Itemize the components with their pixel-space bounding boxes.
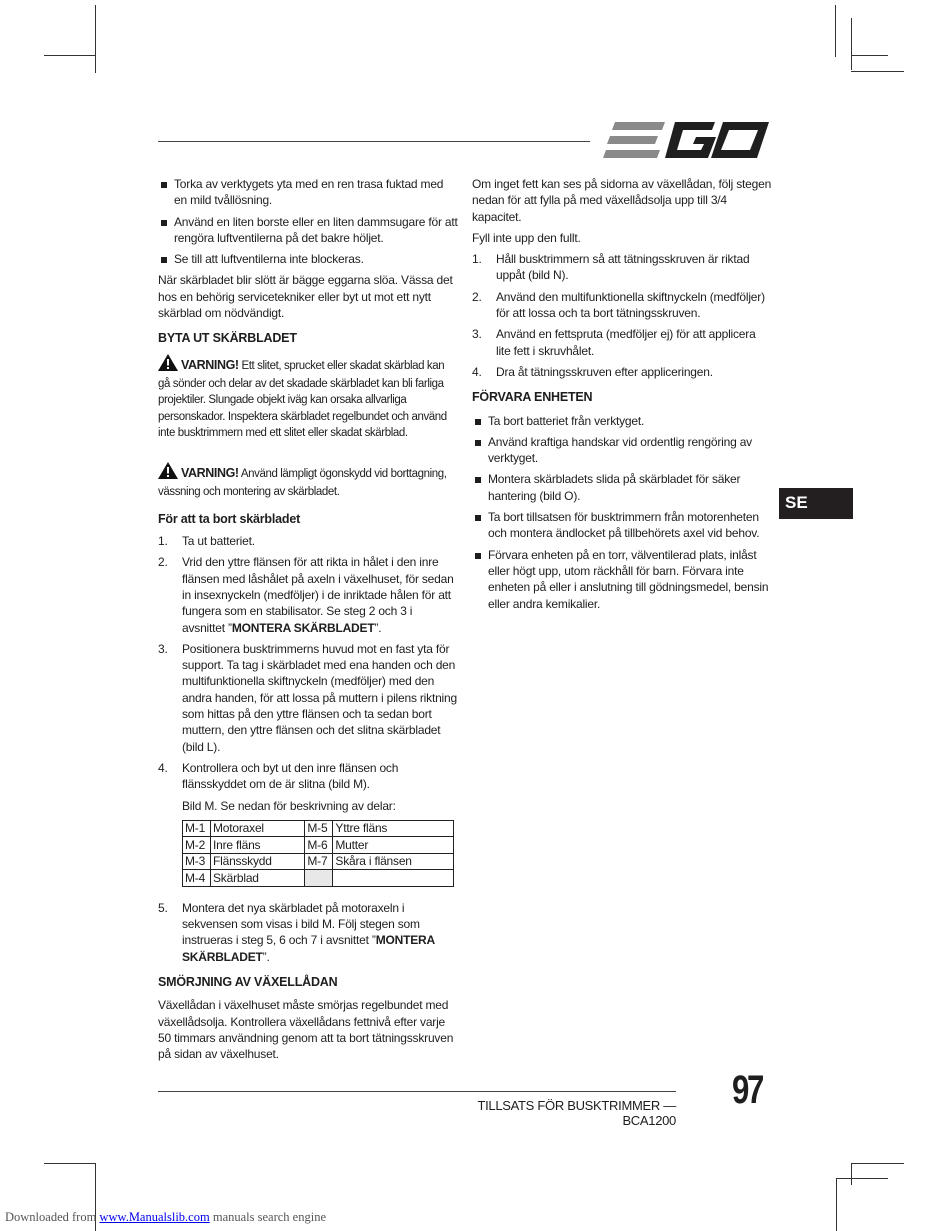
table-row — [183, 820, 454, 837]
table-row — [183, 853, 454, 870]
table-cell-empty — [305, 870, 333, 887]
gearbox-paragraph: Växellådan i växelhuset måste smörjas regelbundet med växellådsolja. Kontrollera växellådans fettnivå efter varje 50 timmars användning genom att ta bort tätningsskruven på sidan av växelhuset. — [158, 998, 454, 1062]
step-number: 4. — [472, 364, 482, 379]
list-item: Förvara enheten på en torr, välventilerad plats, inlåst eller högt upp, utom räckhåll för barn. Förvara inte enheten på eller i anslutning till gödningsmedel, bensin eller andra kemikalier. — [472, 547, 772, 612]
table-cell: Skärblad — [211, 870, 305, 887]
step-number: 2. — [472, 289, 482, 304]
warning-text: Använd lämpligt ögonskydd vid borttagning, vässning och montering av skärbladet. — [158, 468, 447, 499]
step-text: Använd en fettspruta (medföljer ej) för att applicera lite fett i skruvhålet. — [496, 327, 756, 358]
warning-block — [158, 354, 458, 441]
step-text: Kontrollera och byt ut den inre flänsen och flänsskyddet om de är slitna (bild M). — [182, 760, 399, 792]
crop-mark — [44, 1163, 96, 1164]
table-cell: Inre fläns — [211, 837, 305, 854]
list-item: Torka av verktygets yta med en ren trasa fuktad med en mild tvållösning. — [158, 176, 458, 209]
table-cell: M-6 — [305, 837, 333, 854]
list-item: Ta bort tillsatsen för busktrimmern från motorenheten och montera ändlocket på tillbehörets axel vid behov. — [472, 509, 772, 542]
table-cell: M-7 — [305, 853, 333, 870]
table-cell: Mutter — [333, 837, 454, 854]
left-column — [158, 176, 458, 1067]
page-number: 97 — [732, 1068, 763, 1112]
warning-text: Ett slitet, sprucket eller skadat skärblad kan gå sönder och delar av det skadade skärbladet kan bli farliga projektiler. Slungade objekt iväg kan orsaka allvarliga personskador. Inspektera skärbladet regelbundet och använd inte busktrimmern med ett slitet eller skadat skärblad. — [158, 359, 447, 439]
step-item — [158, 900, 458, 965]
table-cell: M-3 — [183, 853, 211, 870]
crop-mark — [836, 1178, 837, 1231]
step-text: Använd den multifunktionella skiftnyckeln (medföljer) för att lossa och ta bort tätningsskruven. — [496, 289, 765, 321]
step-item — [472, 251, 772, 284]
step-item — [158, 760, 458, 793]
step-text: Montera det nya skärbladet på motoraxeln i sekvensen som visas i bild M. Följ stegen som instrueras i steg 5, 6 och 7 i avsnittet ” — [182, 900, 420, 948]
list-item: Använd kraftiga handskar vid ordentlig rengöring av verktyget. — [472, 434, 772, 467]
step-text: Ta ut batteriet. — [182, 534, 255, 549]
download-note — [5, 1210, 326, 1225]
section-heading-gearbox: SMÖRJNING AV VÄXELLÅDAN — [158, 974, 338, 989]
step-number: 3. — [472, 327, 482, 342]
warning-label: VARNING! — [181, 466, 239, 481]
list-item: Se till att luftventilerna inte blockeras. — [158, 251, 458, 267]
gearbox-intro: Om inget fett kan ses på sidorna av växellådan, följ stegen nedan för att fylla på med växellådsolja upp till 3/4 kapacitet. — [472, 177, 772, 224]
warning-label: VARNING! — [181, 357, 239, 372]
warning-block — [158, 462, 458, 501]
footer-title: TILLSATS FÖR BUSKTRIMMER — BCA1200 — [477, 1098, 676, 1128]
table-row — [183, 870, 454, 887]
crop-mark — [851, 18, 852, 70]
step-text-end: ”. — [262, 949, 270, 964]
crop-mark — [44, 55, 96, 56]
crop-mark — [851, 55, 888, 56]
step-text-end: ”. — [374, 620, 382, 635]
step-number: 4. — [158, 760, 168, 775]
no-fill-note: Fyll inte upp den fullt. — [472, 230, 581, 245]
right-column — [472, 176, 772, 617]
step-number: 2. — [158, 555, 168, 570]
table-cell: Yttre fläns — [333, 820, 454, 837]
step-item — [472, 326, 772, 359]
crop-mark — [851, 71, 904, 72]
step-text-bold: MONTERA SKÄRBLADET — [182, 933, 435, 964]
subheading-remove-blade: För att ta bort skärbladet — [158, 511, 301, 526]
table-cell: M-1 — [183, 820, 211, 837]
crop-mark — [851, 1163, 904, 1164]
step-number: 5. — [158, 900, 168, 915]
crop-mark — [835, 5, 836, 57]
step-number: 3. — [158, 641, 168, 656]
list-item: Montera skärbladets slida på skärbladet för säker hantering (bild O). — [472, 471, 772, 504]
table-cell-empty — [333, 870, 454, 887]
section-heading-blade: BYTA UT SKÄRBLADET — [158, 331, 297, 346]
table-cell: Flänsskydd — [211, 853, 305, 870]
crop-mark — [851, 1163, 852, 1185]
list-item: Ta bort batteriet från verktyget. — [472, 413, 772, 429]
crop-mark — [95, 5, 96, 73]
manualslib-link[interactable]: www.Manualslib.com — [99, 1210, 210, 1224]
footer-rule — [158, 1091, 676, 1092]
download-suffix: manuals search engine — [209, 1210, 326, 1224]
step-item — [472, 364, 772, 380]
step-item — [158, 533, 458, 549]
step-text: Vrid den yttre flänsen för att rikta in hålet i den inre flänsen med låshålet på axeln i växelhuset, för sedan in insexnyckeln (medföljer) i de inriktade hålen för att fungera som en stabilisator. Se steg 2 och 3 i avsnittet ” — [182, 555, 454, 635]
ego-logo-icon — [603, 120, 769, 160]
step-text: Håll busktrimmern så att tätningsskruven är riktad uppåt (bild N). — [496, 252, 750, 283]
blade-paragraph: När skärbladet blir slött är bägge eggarna slöa. Vässa det hos en behörig servicetekniker eller byt ut mot ett nytt skärblad om nödvändigt. — [158, 273, 453, 321]
ego-logo — [603, 120, 769, 160]
table-cell: M-5 — [305, 820, 333, 837]
table-cell: Motoraxel — [211, 820, 305, 837]
parts-table — [182, 820, 454, 887]
step-text: Positionera busktrimmerns huvud mot en fast yta för support. Ta tag i skärbladet med ena handen och den multifunktionella skiftnyckeln (medföljer) med den andra handen, för att lossa på muttern i pilens riktning som hittas på den yttre flänsen och ta sedan bort muttern, den yttre flänsen och det slitna skärbladet (bild L). — [182, 641, 457, 754]
table-cell: Skåra i flänsen — [333, 853, 454, 870]
step-text: Dra åt tätningsskruven efter appliceringen. — [496, 364, 713, 379]
step-number: 1. — [158, 534, 168, 549]
figure-note: Bild M. Se nedan för beskrivning av delar: — [182, 798, 396, 813]
download-prefix: Downloaded from — [5, 1210, 100, 1224]
table-cell: M-4 — [183, 870, 211, 887]
list-item: Använd en liten borste eller en liten dammsugare för att rengöra luftventilerna på det bakre höljet. — [158, 214, 458, 247]
step-item — [158, 641, 458, 755]
crop-mark — [836, 1178, 888, 1179]
step-item — [472, 289, 772, 322]
step-number: 1. — [472, 252, 482, 267]
language-tab: SE — [779, 488, 853, 519]
warning-triangle-icon — [158, 354, 178, 376]
warning-triangle-icon — [158, 462, 178, 484]
header-rule — [158, 141, 590, 142]
section-heading-storage: FÖRVARA ENHETEN — [472, 390, 593, 405]
table-cell: M-2 — [183, 837, 211, 854]
step-text-bold: MONTERA SKÄRBLADET — [231, 620, 375, 635]
table-row — [183, 837, 454, 854]
step-item — [158, 554, 458, 635]
